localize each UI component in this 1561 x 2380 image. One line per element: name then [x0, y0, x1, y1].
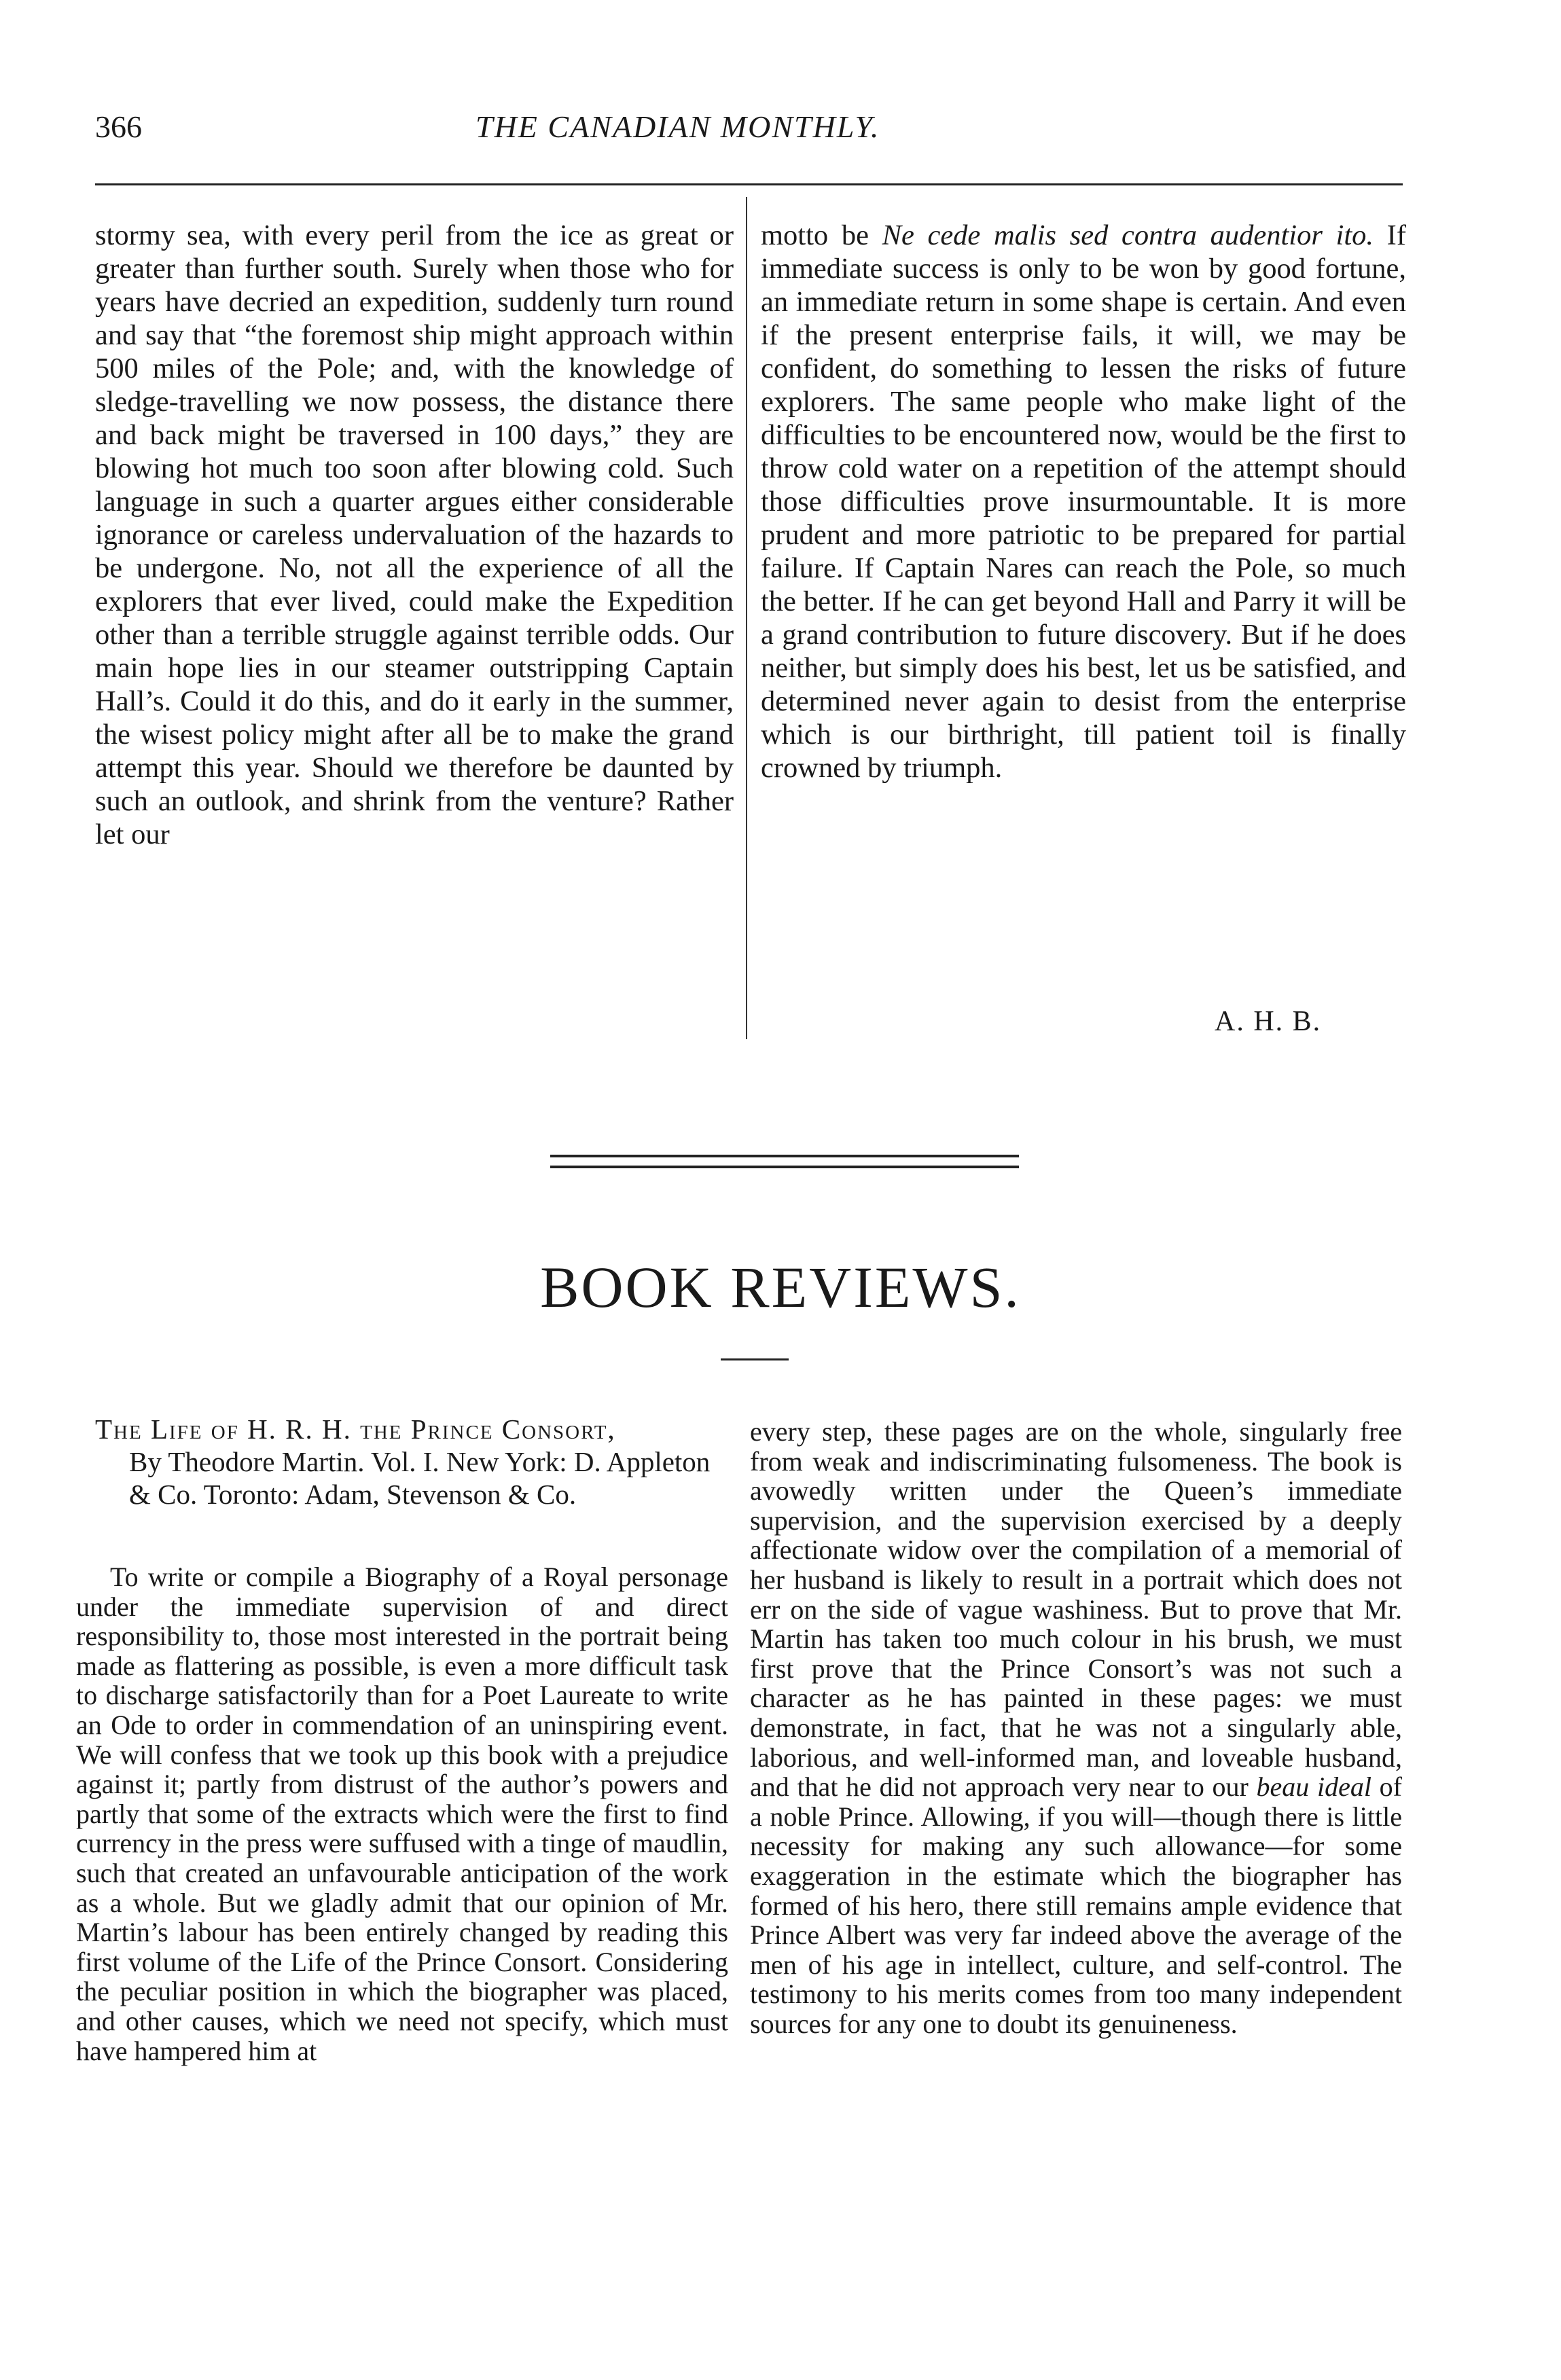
page-number: 366	[95, 109, 142, 144]
article-right-paragraph	[761, 219, 1406, 785]
section-heading: BOOK REVIEWS.	[540, 1255, 1021, 1320]
running-title: THE CANADIAN MONTHLY.	[476, 109, 880, 144]
article-right-column	[761, 219, 1406, 785]
article-left-text: stormy sea, with every peril from the ice as great or greater than further south. Surely when those who for years have decried an expedition, suddenly turn round and say that “the foremost ship might approach within 500 miles of the Pole; and, with the knowledge of sledge-travelling we now possess, the distance there and back might be traversed in 100 days,” they are blowing hot much too soon after blowing cold. Such language in such a quarter argues either considerable ignorance or careless undervaluation of the hazards to be undergone. No, not all the experience of all the explorers that ever lived, could make the Expedition other than a terrible struggle against terrible odds. Our main hope lies in our steamer outstripping Captain Hall’s. Could it do this, and do it early in the summer, the wisest policy might after all be to make the grand attempt this year. Should we therefore be daunted by such an outlook, and shrink from the venture? Rather let our	[95, 219, 734, 850]
review-right-paragraph	[750, 1417, 1402, 2038]
section-rule-top	[550, 1155, 1019, 1157]
review-right-column	[750, 1417, 1402, 2038]
review-citation	[95, 1413, 727, 1511]
author-signature: A. H. B.	[1215, 1006, 1322, 1037]
motto-lead: motto be	[761, 219, 882, 251]
section-rule-bottom	[550, 1166, 1019, 1168]
header-rule	[95, 183, 1403, 185]
review-right-text-end: of a noble Prince. Allowing, if you will—though there is little necessity for making any such allowance—for some exaggeration in the estimate which the biographer has formed of his hero, there still remains ample evidence that Prince Albert was very far indeed above the average of the men of his age in intellect, culture, and self-control. The testimony to his merits comes from too many independent sources for any one to doubt its genuineness.	[750, 1771, 1402, 2039]
review-left-column	[76, 1562, 728, 2066]
beau-ideal-phrase: beau ideal	[1256, 1771, 1371, 1803]
running-header	[95, 109, 1399, 163]
review-right-text: every step, these pages are on the whole, singularly free from weak and indiscriminating fulsomeness. The book is avowedly written under the Queen’s immediate supervision, and the supervision exercised by a deeply affectionate widow over the compilation of a memorial of her husband is likely to result in a portrait which does not err on the side of vague washiness. But to prove that Mr. Martin has taken too much colour in his brush, we must first prove that the Prince Consort’s was not such a character as he has painted in these pages: we must demonstrate, in fact, that he was not a singularly able, laborious, and well-informed man, and loveable husband, and that he did not approach very near to our	[750, 1416, 1402, 1803]
article-right-text: If immediate success is only to be won by good fortune, an immediate return in some shape is certain. And even if the present enterprise fails, it will, we may be confident, do something to lessen the risks of future explorers. The same people who make light of the difficulties to be encountered now, would be the first to throw cold water on a repetition of the attempt should those difficulties prove insurmountable. It is more prudent and more patriotic to be prepared for partial failure. If Captain Nares can reach the Pole, so much the better. If he can get beyond Hall and Parry it will be a grand contribution to future discovery. But if he does neither, but simply does his best, let us be satisfied, and determined never again to desist from the enterprise which is our birthright, till patient toil is finally crowned by triumph.	[761, 219, 1406, 784]
column-divider	[746, 197, 747, 1039]
review-left-text: To write or compile a Biography of a Royal personage under the immediate supervision of and direct responsibility to, those most interested in the portrait being made as flattering as possible, is even a more difficult task to discharge satisfactorily than for a Poet Laureate to write an Ode to order in commendation of an uninspiring event. We will confess that we took up this book with a prejudice against it; partly from distrust of the author’s powers and partly that some of the extracts which were the first to find currency in the press were suffused with a tinge of maudlin, such that created an unfavourable anticipation of the work as a whole. But we gladly admit that our opinion of Mr. Martin’s labour has been entirely changed by reading this first volume of the Life of the Prince Consort. Considering the peculiar position in which the biographer was placed, and other causes, which we need not specify, which must have hampered him at	[76, 1562, 728, 2066]
latin-motto: Ne cede malis sed contra audentior ito.	[882, 219, 1374, 251]
review-book-details: By Theodore Martin. Vol. I. New York: D. Appleton & Co. Toronto: Adam, Stevenson & Co.	[129, 1446, 711, 1510]
review-book-title: The Life of H. R. H. the Prince Consort,	[95, 1413, 616, 1445]
article-left-column	[95, 219, 734, 851]
heading-short-rule	[721, 1358, 789, 1360]
